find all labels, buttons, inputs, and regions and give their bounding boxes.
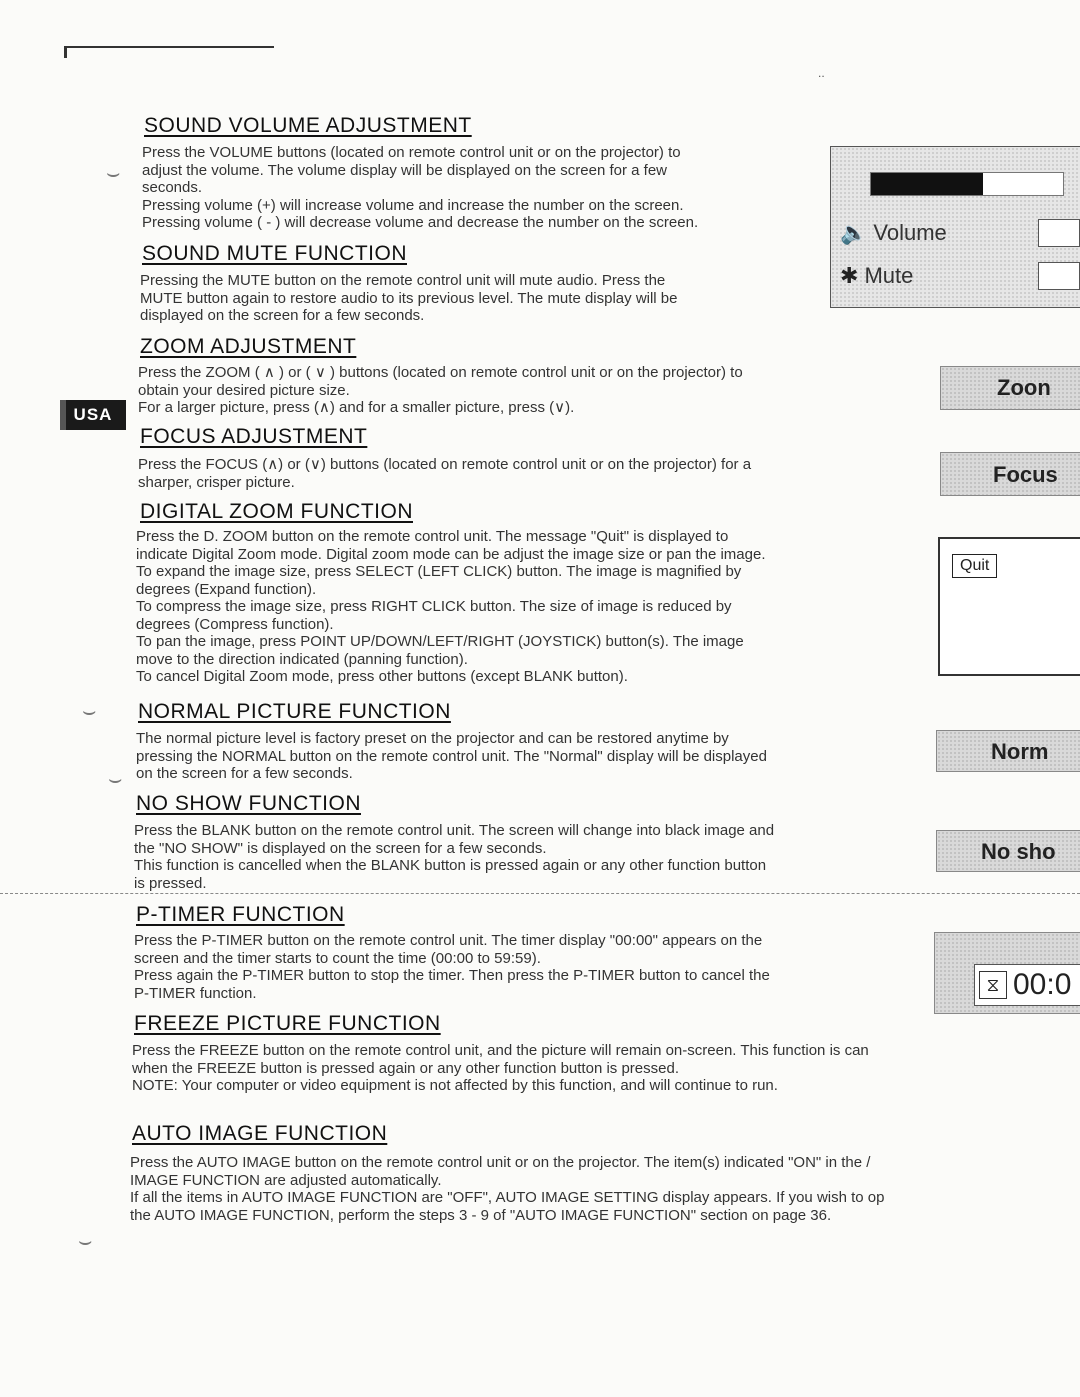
zoom-osd-label: Zoon <box>997 375 1051 400</box>
corner-mark-vertical <box>64 46 67 58</box>
volume-value-box <box>1038 219 1080 247</box>
section-body: Press the FREEZE button on the remote control unit, and the picture will remain on-screen. This function is can when the FREEZE button is pressed again or any other function button is pressed. NOTE: Your computer or video equipment is not affected by this function, and will continue to run. <box>132 1042 869 1094</box>
section-heading: NORMAL PICTURE FUNCTION <box>138 700 451 723</box>
hourglass-icon: ⧖ <box>979 971 1007 999</box>
section-body: Press the P-TIMER button on the remote control unit. The timer display "00:00" appears on the screen and the timer starts to count the time (00:00 to 59:59). Press again the P-TIMER button to stop the timer. Then press the P-TIMER button to cancel the P-TIMER function. <box>134 932 770 1002</box>
mute-value-box <box>1038 262 1080 290</box>
section-body: Pressing the MUTE button on the remote control unit will mute audio. Press the MUTE button again to restore audio to its previous level. The mute display will be displayed on the screen for a few seconds. <box>140 272 678 324</box>
margin-mark: ⌣ <box>78 1228 93 1253</box>
section-heading: SOUND MUTE FUNCTION <box>142 242 407 265</box>
section-body: Press the D. ZOOM button on the remote control unit. The message "Quit" is displayed to indicate Digital Zoom mode. Digital zoom mode can be adjust the image size or pan the image. To expand the image size, press SELECT (LEFT CLICK) button. The image is magnified by degrees (Expand function). To compress the image size, press RIGHT CLICK button. The size of image is reduced by degrees (Compress function). To pan the image, press POINT UP/DOWN/LEFT/RIGHT (JOYSTICK) button(s). The image move to the direction indicated (panning function). To cancel Digital Zoom mode, press other buttons (except BLANK button). <box>136 528 766 685</box>
stray-dots: .. <box>818 66 825 80</box>
mute-osd-row <box>840 259 1080 293</box>
timer-display <box>974 964 1080 1006</box>
volume-osd-row <box>840 216 1080 250</box>
noshow-osd-label: No sho <box>981 839 1056 864</box>
focus-osd-label: Focus <box>993 462 1058 487</box>
margin-mark: ⌣ <box>108 766 123 791</box>
mute-osd-label: Mute <box>864 263 914 288</box>
dashed-divider <box>0 893 1080 894</box>
timer-value: 00:0 <box>1013 968 1072 1001</box>
normal-osd <box>936 730 1080 772</box>
normal-osd-label: Norm <box>991 739 1049 764</box>
volume-osd-label: Volume <box>873 220 947 245</box>
section-heading: FREEZE PICTURE FUNCTION <box>134 1012 441 1035</box>
margin-mark: ⌣ <box>106 160 121 185</box>
section-body: Press the AUTO IMAGE button on the remote control unit or on the projector. The item(s) indicated "ON" in the / IMAGE FUNCTION are adjusted automatically. If all the items in AUTO IMAGE FUNCTION are "OFF", AUTO IMAGE SETTING display appears. If you wish to op the AUTO IMAGE FUNCTION, perform the steps 3 - 9 of "AUTO IMAGE FUNCTION" section on page 36. <box>130 1154 885 1224</box>
section-body: Press the BLANK button on the remote control unit. The screen will change into black image and the "NO SHOW" is displayed on the screen for a few seconds. This function is cancelled when the BLANK button is pressed again or any other function button is pressed. <box>134 822 775 892</box>
section-body: Press the FOCUS (∧) or (∨) buttons (located on remote control unit or on the projector) for a sharper, crisper picture. <box>138 456 752 491</box>
zoom-osd <box>940 366 1080 410</box>
section-heading: P-TIMER FUNCTION <box>136 903 345 926</box>
section-heading: NO SHOW FUNCTION <box>136 792 361 815</box>
section-body: Press the ZOOM ( ∧ ) or ( ∨ ) buttons (located on remote control unit or on the projector) to obtain your desired picture size. For a larger picture, press (∧) and for a smaller picture, press (∨). <box>138 364 743 416</box>
section-heading: SOUND VOLUME ADJUSTMENT <box>144 114 472 137</box>
corner-mark <box>64 46 274 48</box>
speaker-icon: 🔈 <box>840 220 868 245</box>
volume-bar-fill <box>871 173 983 195</box>
usa-badge: USA <box>60 400 126 430</box>
section-body: The normal picture level is factory preset on the projector and can be restored anytime by pressing the NORMAL button on the remote control unit. The "Normal" display will be displayed on the screen for a few seconds. <box>136 730 767 782</box>
section-body: Press the VOLUME buttons (located on remote control unit or on the projector) to adjust the volume. The volume display will be displayed on the screen for a few seconds. Pressing volume (+) will increase volume and increase the number on the screen. Pressing volume ( - ) will decrease volume and decrease the number on the screen. <box>142 144 699 231</box>
section-heading: AUTO IMAGE FUNCTION <box>132 1122 388 1145</box>
margin-mark: ⌣ <box>82 698 97 723</box>
section-heading: DIGITAL ZOOM FUNCTION <box>140 500 413 523</box>
mute-icon: ✱ <box>840 263 859 288</box>
section-heading: FOCUS ADJUSTMENT <box>140 425 368 448</box>
quit-indicator: Quit <box>952 554 997 578</box>
section-heading: ZOOM ADJUSTMENT <box>140 335 357 358</box>
focus-osd <box>940 452 1080 496</box>
noshow-osd <box>936 830 1080 872</box>
